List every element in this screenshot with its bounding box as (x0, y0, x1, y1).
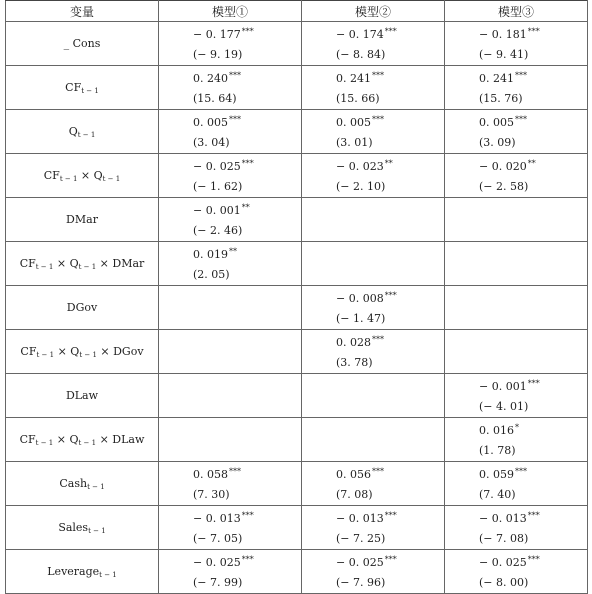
model-1-cell (159, 198, 302, 242)
significance-stars: *** (241, 555, 254, 564)
model-2-cell (302, 110, 445, 154)
header-model-1: 模型① (159, 1, 302, 22)
model-2-cell (302, 198, 445, 242)
significance-stars: ** (229, 247, 237, 256)
t-statistic: (− 2. 58) (479, 180, 529, 193)
t-statistic: (1. 78) (479, 444, 516, 457)
header-row (6, 1, 588, 22)
significance-stars: *** (229, 71, 241, 80)
coefficient: − 0. 013*** (479, 511, 540, 525)
coefficient: 0. 005*** (479, 115, 527, 129)
t-statistic: (− 7. 08) (479, 532, 529, 545)
table-row (6, 22, 588, 66)
model-3-cell (445, 154, 588, 198)
coefficient: 0. 241*** (336, 71, 384, 85)
model-3-cell (445, 462, 588, 506)
t-statistic: (− 4. 01) (479, 400, 529, 413)
t-statistic: (3. 01) (336, 136, 373, 149)
significance-stars: *** (527, 555, 540, 564)
model-3-cell (445, 418, 588, 462)
t-statistic: (7. 30) (193, 488, 230, 501)
t-statistic: (− 9. 19) (193, 48, 243, 61)
model-1-cell (159, 506, 302, 550)
model-3-cell (445, 330, 588, 374)
significance-stars: *** (384, 27, 397, 36)
table-row (6, 374, 588, 418)
model-3-cell (445, 22, 588, 66)
model-2-cell (302, 286, 445, 330)
coefficient: − 0. 013*** (193, 511, 254, 525)
coefficient: − 0. 177*** (193, 27, 254, 41)
model-3-cell (445, 198, 588, 242)
t-statistic: (7. 08) (336, 488, 373, 501)
model-1-cell (159, 66, 302, 110)
significance-stars: *** (515, 467, 527, 476)
variable-name: $CF_{t - 1} \times Q_{t - 1}$ × DLaw (6, 418, 159, 462)
t-statistic: (15. 64) (193, 92, 237, 105)
model-2-cell (302, 550, 445, 594)
t-statistic: (− 7. 99) (193, 576, 243, 589)
significance-stars: * (515, 423, 519, 432)
model-3-cell (445, 506, 588, 550)
variable-name: Sales$_{t - 1}$ (6, 506, 159, 550)
t-statistic: (− 8. 84) (336, 48, 386, 61)
significance-stars: ** (384, 159, 393, 168)
model-3-cell (445, 374, 588, 418)
variable-name: $CF_{t - 1} \times Q_{t - 1}$ (6, 154, 159, 198)
model-2-cell (302, 462, 445, 506)
model-3-cell (445, 550, 588, 594)
model-2-cell (302, 374, 445, 418)
model-1-cell (159, 242, 302, 286)
model-3-cell (445, 286, 588, 330)
coefficient: 0. 005*** (336, 115, 384, 129)
significance-stars: *** (229, 467, 241, 476)
model-2-cell (302, 330, 445, 374)
coefficient: 0. 056*** (336, 467, 384, 481)
t-statistic: (− 7. 96) (336, 576, 386, 589)
significance-stars: *** (527, 511, 540, 520)
model-3-cell (445, 242, 588, 286)
coefficient: − 0. 013*** (336, 511, 397, 525)
t-statistic: (− 7. 25) (336, 532, 386, 545)
coefficient: 0. 005*** (193, 115, 241, 129)
significance-stars: *** (372, 467, 384, 476)
significance-stars: *** (372, 115, 384, 124)
t-statistic: (− 8. 00) (479, 576, 529, 589)
significance-stars: *** (515, 115, 527, 124)
t-statistic: (3. 04) (193, 136, 230, 149)
coefficient: − 0. 025*** (336, 555, 397, 569)
model-2-cell (302, 154, 445, 198)
t-statistic: (− 9. 41) (479, 48, 529, 61)
model-2-cell (302, 66, 445, 110)
coefficient: − 0. 025*** (193, 159, 254, 173)
coefficient: − 0. 020** (479, 159, 536, 173)
coefficient: − 0. 174*** (336, 27, 397, 41)
model-1-cell (159, 550, 302, 594)
regression-table (5, 0, 588, 594)
table-row (6, 550, 588, 594)
coefficient: − 0. 181*** (479, 27, 540, 41)
header-model-3: 模型③ (445, 1, 588, 22)
t-statistic: (7. 40) (479, 488, 516, 501)
coefficient: − 0. 025*** (479, 555, 540, 569)
significance-stars: *** (384, 291, 397, 300)
variable-name: $CF_{t - 1}$ (6, 66, 159, 110)
significance-stars: *** (527, 379, 540, 388)
model-2-cell (302, 506, 445, 550)
variable-name: Leverage$_{t - 1}$ (6, 550, 159, 594)
model-1-cell (159, 374, 302, 418)
table-row (6, 418, 588, 462)
t-statistic: (− 2. 46) (193, 224, 243, 237)
variable-name: $Q_{t - 1}$ (6, 110, 159, 154)
coefficient: − 0. 001** (193, 203, 250, 217)
t-statistic: (− 2. 10) (336, 180, 386, 193)
variable-name: DMar (6, 198, 159, 242)
significance-stars: *** (384, 555, 397, 564)
t-statistic: (3. 78) (336, 356, 373, 369)
model-1-cell (159, 154, 302, 198)
t-statistic: (− 1. 62) (193, 180, 243, 193)
header-variable: 变量 (6, 1, 159, 22)
header-model-2: 模型② (302, 1, 445, 22)
significance-stars: *** (372, 335, 384, 344)
t-statistic: (15. 76) (479, 92, 523, 105)
coefficient: 0. 240*** (193, 71, 241, 85)
model-3-cell (445, 66, 588, 110)
significance-stars: ** (241, 203, 250, 212)
model-1-cell (159, 418, 302, 462)
variable-name: DGov (6, 286, 159, 330)
t-statistic: (− 1. 47) (336, 312, 386, 325)
significance-stars: *** (372, 71, 384, 80)
coefficient: 0. 241*** (479, 71, 527, 85)
model-1-cell (159, 286, 302, 330)
coefficient: − 0. 008*** (336, 291, 397, 305)
model-1-cell (159, 330, 302, 374)
table-row (6, 198, 588, 242)
variable-name: DLaw (6, 374, 159, 418)
significance-stars: *** (241, 27, 254, 36)
coefficient: 0. 016* (479, 423, 519, 437)
significance-stars: *** (384, 511, 397, 520)
table-row (6, 110, 588, 154)
table-row (6, 286, 588, 330)
model-1-cell (159, 22, 302, 66)
variable-name: $CF_{t - 1} \times Q_{t - 1}$ × DMar (6, 242, 159, 286)
significance-stars: *** (515, 71, 527, 80)
coefficient: 0. 059*** (479, 467, 527, 481)
significance-stars: *** (527, 27, 540, 36)
significance-stars: *** (241, 511, 254, 520)
t-statistic: (3. 09) (479, 136, 516, 149)
table-row (6, 242, 588, 286)
variable-name: $CF_{t - 1} \times Q_{t - 1}$ × DGov (6, 330, 159, 374)
t-statistic: (2. 05) (193, 268, 230, 281)
coefficient: 0. 028*** (336, 335, 384, 349)
table-row (6, 154, 588, 198)
model-1-cell (159, 110, 302, 154)
coefficient: − 0. 023** (336, 159, 393, 173)
coefficient: − 0. 025*** (193, 555, 254, 569)
table-row (6, 462, 588, 506)
coefficient: 0. 058*** (193, 467, 241, 481)
t-statistic: (− 7. 05) (193, 532, 243, 545)
model-2-cell (302, 418, 445, 462)
model-2-cell (302, 22, 445, 66)
coefficient: 0. 019** (193, 247, 237, 261)
t-statistic: (15. 66) (336, 92, 380, 105)
model-1-cell (159, 462, 302, 506)
table-row (6, 66, 588, 110)
model-3-cell (445, 110, 588, 154)
variable-name: Cash$_{t - 1}$ (6, 462, 159, 506)
table-row (6, 330, 588, 374)
variable-name: _ Cons (6, 22, 159, 66)
table-body (6, 22, 588, 594)
significance-stars: *** (241, 159, 254, 168)
coefficient: − 0. 001*** (479, 379, 540, 393)
significance-stars: ** (527, 159, 536, 168)
table-row (6, 506, 588, 550)
model-2-cell (302, 242, 445, 286)
significance-stars: *** (229, 115, 241, 124)
